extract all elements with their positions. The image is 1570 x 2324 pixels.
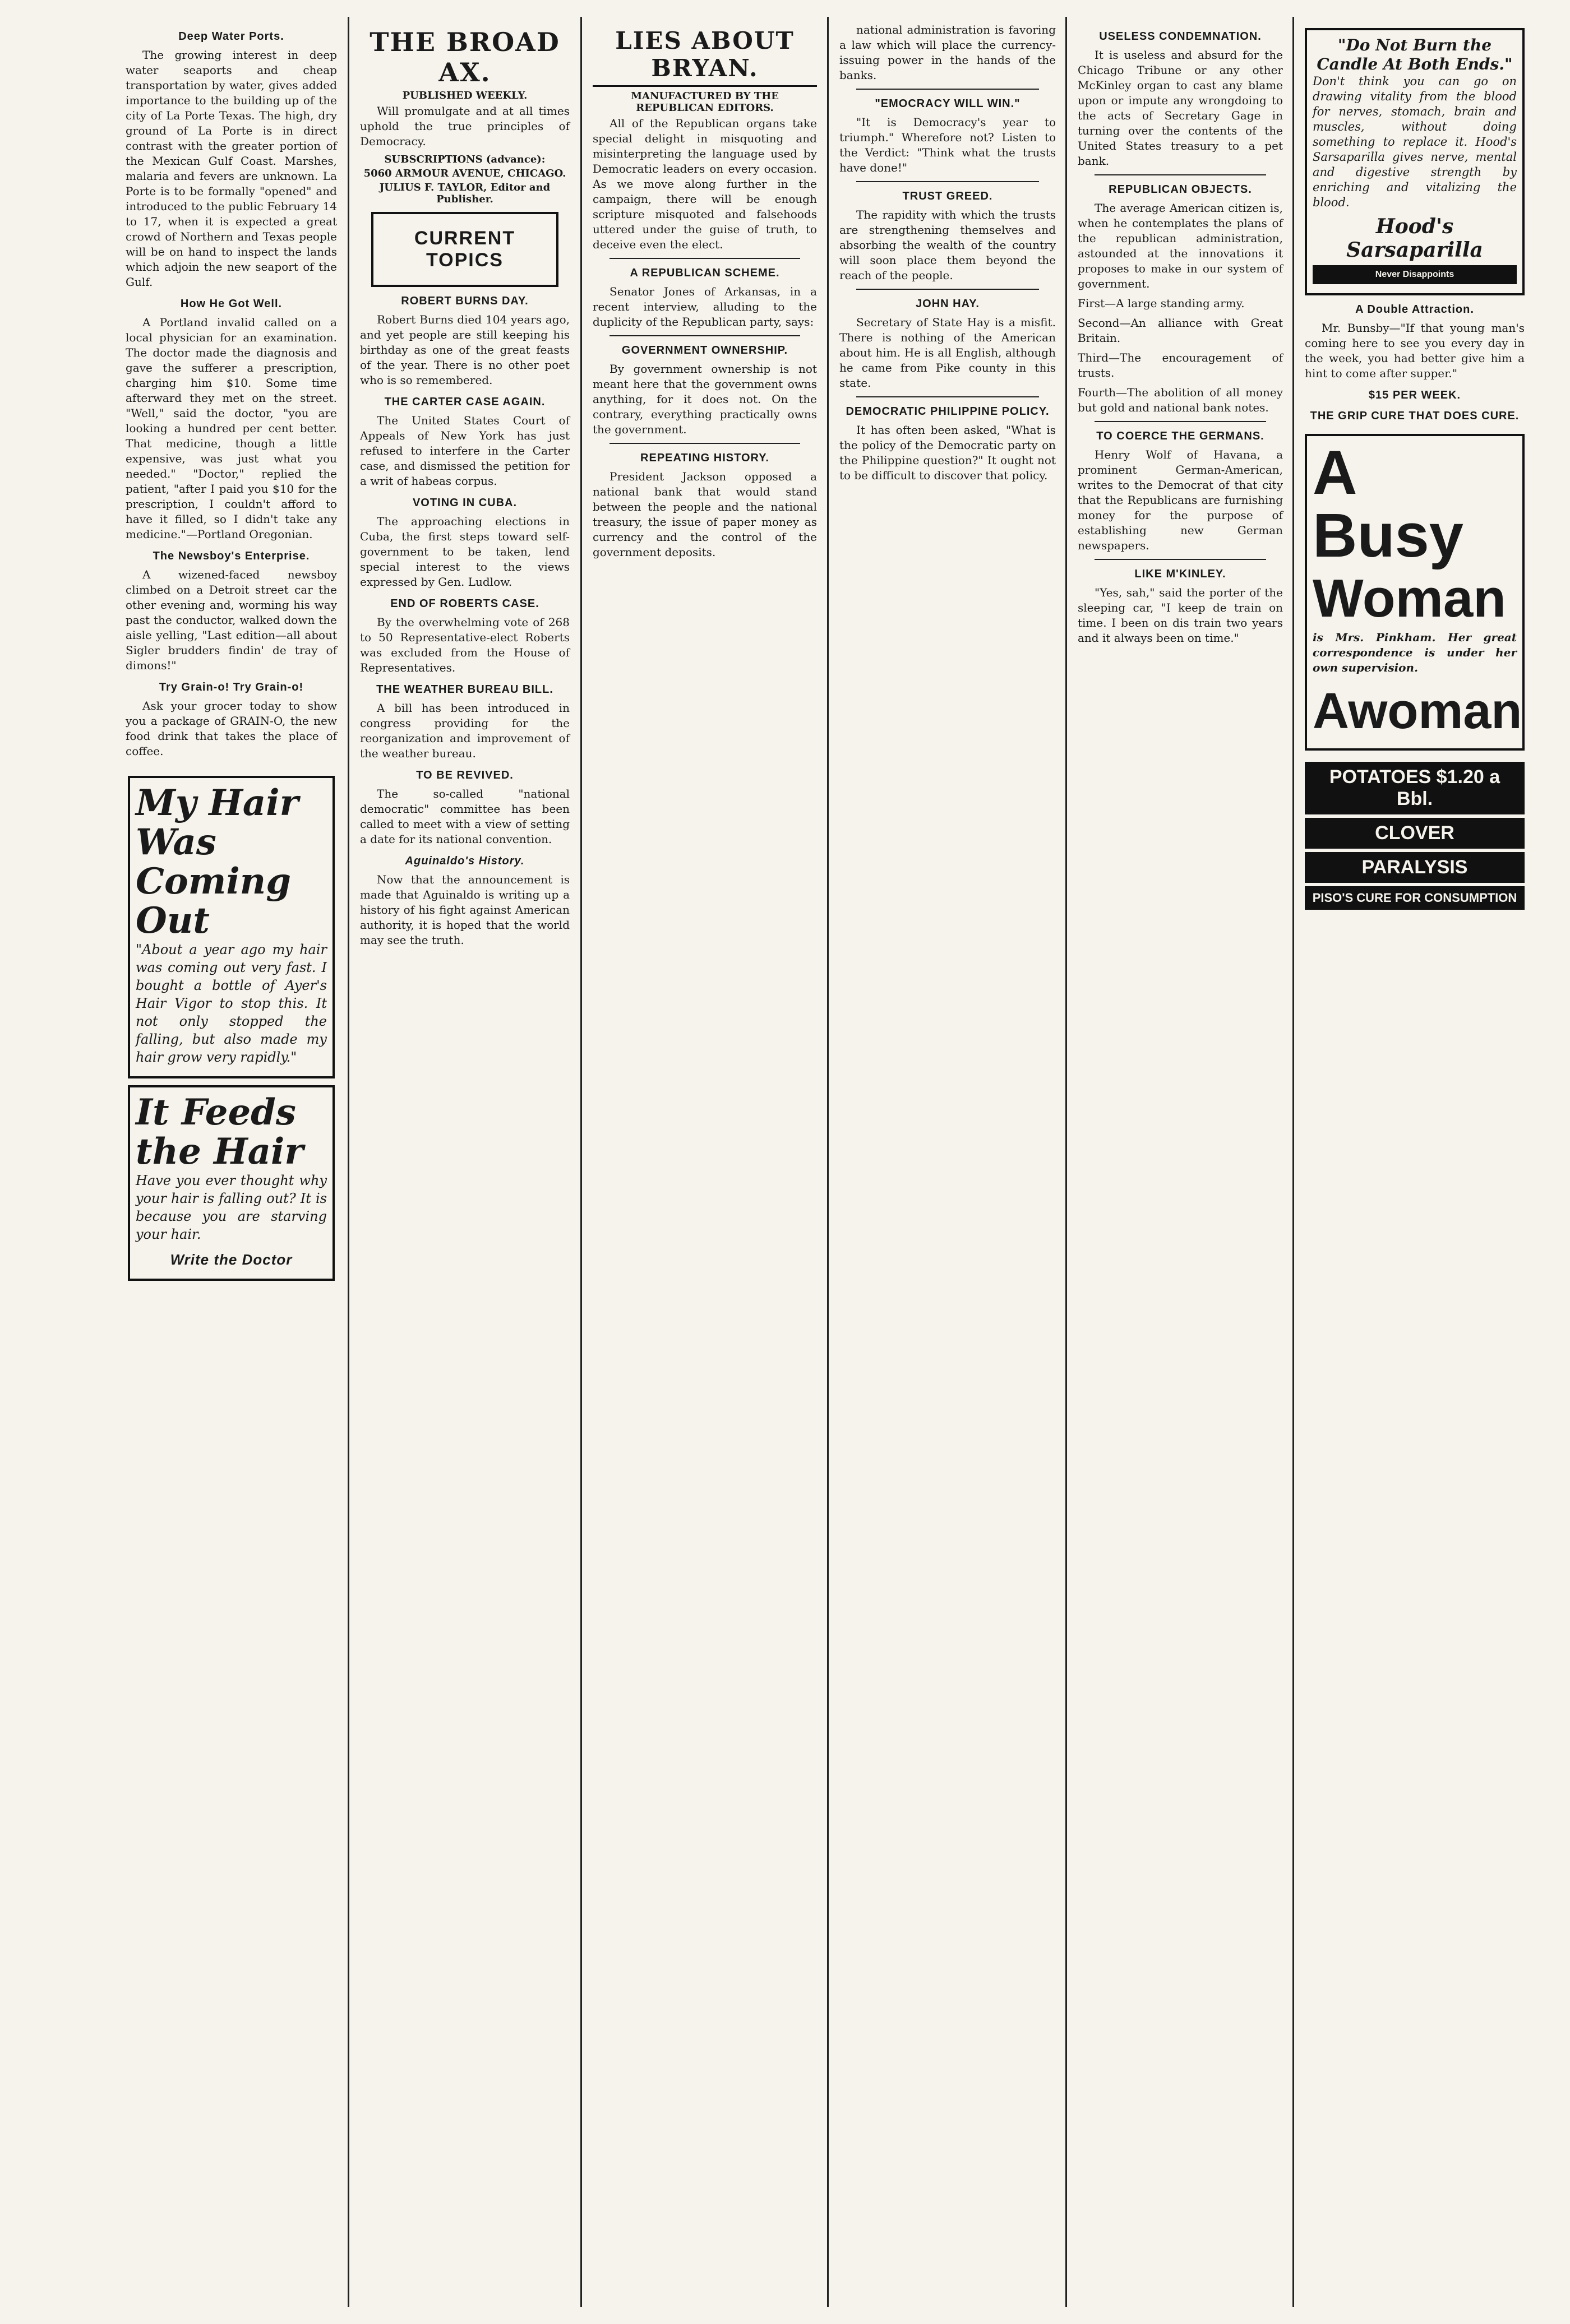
divider [1095,421,1266,422]
ad-text: Don't think you can go on drawing vitality from the blood for nerves, stomach, brain and muscles, without doing something to replace it. Hood's Sarsaparilla gives nerve, mental and digestive strength by enriching and vitalizing the blood. [1313,75,1517,209]
ad-headline: Busy [1313,501,1463,570]
article-text: "It is Democracy's year to triumph." Wherefore not? Listen to the Verdict: "Think what the trusts have done!" [839,115,1056,174]
article-text: A Portland invalid called on a local physician for an examination. The doctor made the diagnosis and gave the sufferer a prescription, charging him $10. Some time afterward they met on the street. "Well," said the doctor, "you are looking a hundred per cent better. That medicine, though a little expensive, was just what you needed." "Doctor," replied the patient, "after I paid you $10 for the prescription, I couldn't afford to have it filled, so I didn't take any medicine."—Portland Oregonian. [126,316,337,541]
subscriptions-label: SUBSCRIPTIONS (advance): [384,154,546,165]
potatoes-ad: POTATOES $1.20 a Bbl. [1305,762,1525,814]
article-heading: $15 PER WEEK. [1368,389,1461,401]
article-text: Mr. Bunsby—"If that young man's coming here to see you every day in the week, you had better give him a hint to come after supper." [1305,321,1525,380]
ayers-hair-ad [128,776,335,1078]
article-text: Secretary of State Hay is a misfit. There is nothing of the American about him. He is all English, although he came from Pike county in this state. [839,316,1056,390]
column-rule [1292,17,1294,2307]
article-text: It has often been asked, "What is the policy of the Democratic party on the Philippine question?" It ought not to be difficult to discover that policy. [839,423,1056,482]
ad-text: is Mrs. Pinkham. Her great correspondence is under her own supervision. [1313,631,1517,674]
masthead-note: Will promulgate and at all times uphold the true principles of Democracy. [360,104,570,148]
column-rule [348,17,349,2307]
article-heading: THE CARTER CASE AGAIN. [384,396,546,408]
article-heading: END OF ROBERTS CASE. [390,598,539,610]
article-text: The rapidity with which the trusts are strengthening themselves and absorbing the wealth of the country will soon place them beyond the reach of the people. [839,208,1056,282]
ad-headline: "Do Not Burn the Candle At Both Ends." [1317,36,1513,73]
article-text: The average American citizen is, when he contemplates the plans of the republican administration, astounded at the innovations it proposes to make in our system of government. [1078,201,1283,290]
hoods-sarsaparilla-ad [1305,28,1525,295]
divider [856,89,1039,90]
article-text: The growing interest in deep water seaports and cheap transportation by water, gives added importance to the building up of the city of La Porte Texas. The high, dry ground of La Porte is in direct contrast with the greater portion of the Mexican Gulf Coast. Marshes, malaria and fevers are unknown. La Porte is to be formally "opened" and introduced to the public February 14 to 17, when it is expected a great crowd of Northern and Texas people will be on hand to inspect the lands which adjoin the new seaport of the Gulf. [126,48,337,289]
article-heading: LIKE M'KINLEY. [1134,568,1226,580]
ad-text: Have you ever thought why your hair is falling out? It is because you are starving your hair. [136,1173,327,1242]
divider [856,396,1039,397]
section-title: CURRENT TOPICS [414,228,516,271]
article-heading: THE GRIP CURE THAT DOES CURE. [1310,410,1520,422]
article-text: Senator Jones of Arkansas, in a recent interview, alluding to the duplicity of the Republican party, says: [593,285,817,328]
article-text: All of the Republican organs take special delight in misquoting and misinterpreting the language used by Democratic leaders on every occasion. As we move along further in the campaign, there will be enough scripture misquoted and falsehoods uttered under the guise of truth, to deceive even the elect. [593,117,817,251]
ad-footer: Write the Doctor [170,1251,293,1268]
article-heading: Deep Water Ports. [178,30,284,43]
article-heading: TO BE REVIVED. [416,769,514,781]
article-heading: Try Grain-o! Try Grain-o! [159,681,304,693]
divider [609,443,800,444]
column-rule [580,17,582,2307]
article-text: President Jackson opposed a national bank that would stand between the people and the national treasury, the issue of paper money as currency and the control of the government deposits. [593,470,817,559]
ad-headline: It Feeds the Hair [136,1091,304,1173]
article-heading: ROBERT BURNS DAY. [401,295,529,307]
article-heading: "EMOCRACY WILL WIN." [875,98,1020,110]
column-2 [352,22,578,2302]
article-heading: TRUST GREED. [902,190,993,202]
article-text: A wizened-faced newsboy climbed on a Detroit street car the other evening and, worming his way past the conductor, walked down the aisle yelling, "Last edition—all about Sigler brudders findin' de tray of dimons!" [126,568,337,672]
column-6 [1297,22,1532,2302]
headline-deck: MANUFACTURED BY THE REPUBLICAN EDITORS. [631,90,779,114]
ad-headline: My Hair Was Coming Out [136,782,299,942]
article-text: By the overwhelming vote of 268 to 50 Representative-elect Roberts was excluded from the House of Representatives. [360,615,570,674]
list-item: Second—An alliance with Great Britain. [1078,316,1283,345]
column-3 [585,22,825,2302]
ad-text: "About a year ago my hair was coming out very fast. I bought a bottle of Ayer's Hair Vigor to stop this. It not only stopped the falling, but also made my hair grow very rapidly." [136,942,327,1065]
article-heading: TO COERCE THE GERMANS. [1096,430,1264,442]
article-heading: JOHN HAY. [916,298,980,310]
article-heading: The Newsboy's Enterprise. [153,550,310,562]
article-text: Ask your grocer today to show you a package of GRAIN-O, the new food drink that takes the place of coffee. [126,699,337,758]
headline: LIES ABOUT BRYAN. [615,27,795,82]
divider [1095,174,1266,175]
article-heading: A Double Attraction. [1355,303,1474,316]
hair-vigor-ad [128,1085,335,1281]
current-topics-box [371,212,558,287]
article-heading: GOVERNMENT OWNERSHIP. [621,344,788,357]
pinkham-ad [1305,434,1525,751]
article-heading: A REPUBLICAN SCHEME. [630,267,780,279]
article-heading: USELESS CONDEMNATION. [1099,30,1262,43]
ad-headline: Woman [1313,568,1506,628]
article-text: By government ownership is not meant here that the government owns anything, for it does not. On the contrary, everything practically owns the government. [593,362,817,436]
masthead-editor: JULIUS F. TAYLOR, Editor and Publisher. [379,182,551,205]
article-text: The so-called "national democratic" committee has been called to meet with a view of setting a date for its national convention. [360,787,570,846]
column-4 [832,22,1064,2302]
column-rule [1065,17,1067,2307]
article-text: The United States Court of Appeals of New York has just refused to interfere in the Carter case, and dismissed the petition for a writ of habeas corpus. [360,414,570,488]
divider [856,289,1039,290]
paralysis-ad: PARALYSIS [1305,852,1525,883]
article-heading: Aguinaldo's History. [405,855,525,867]
divider [593,85,817,87]
article-heading: REPEATING HISTORY. [640,452,769,464]
masthead-address: 5060 ARMOUR AVENUE, CHICAGO. [363,168,566,179]
masthead-title: THE BROAD AX. [370,27,560,87]
divider [609,258,800,259]
divider [856,181,1039,182]
article-text: Now that the announcement is made that Aguinaldo is writing up a history of his fight against American authority, it is hoped that the world may see the truth. [360,873,570,947]
column-rule [827,17,829,2307]
column-5 [1070,22,1291,2302]
list-item: Third—The encouragement of trusts. [1078,351,1283,379]
article-heading: REPUBLICAN OBJECTS. [1109,183,1252,196]
article-text: It is useless and absurd for the Chicago Tribune or any other McKinley organ to cast any blame upon or impute any wrongdoing to the acts of Secretary Gage in turning over the contents of the United States treasury to a pet bank. [1078,48,1283,168]
column-1 [118,22,345,2302]
article-heading: DEMOCRATIC PHILIPPINE POLICY. [846,405,1050,418]
ad-tagline: Never Disappoints [1313,265,1517,284]
article-heading: VOTING IN CUBA. [412,497,518,509]
ad-headline: Awoman [1313,683,1522,739]
article-heading: How He Got Well. [180,298,283,310]
article-text: The approaching elections in Cuba, the first steps toward self-government to be taken, lend special interest to the views expressed by Gen. Ludlow. [360,515,570,589]
article-text: A bill has been introduced in congress providing for the reorganization and improvement of the weather bureau. [360,701,570,760]
masthead-subtitle: PUBLISHED WEEKLY. [402,90,528,101]
ad-headline: A [1313,438,1357,507]
pisos-cure-ad: PISO'S CURE FOR CONSUMPTION [1305,886,1525,910]
list-item: First—A large standing army. [1078,297,1245,310]
list-item: Fourth—The abolition of all money but gold and national bank notes. [1078,386,1283,414]
ad-brand: Hood's Sarsaparilla [1346,215,1483,262]
article-text: national administration is favoring a law which will place the currency-issuing power in the hands of the banks. [839,23,1056,82]
article-text: Henry Wolf of Havana, a prominent German-American, writes to the Democrat of that city that the Republicans are furnishing money for the purpose of establishing new German newspapers. [1078,448,1283,552]
article-heading: THE WEATHER BUREAU BILL. [376,683,553,696]
clover-ad: CLOVER [1305,818,1525,849]
divider [1095,559,1266,560]
article-text: Robert Burns died 104 years ago, and yet people are still keeping his birthday as one of the great feasts of the year. There is no other poet who is so remembered. [360,313,570,387]
article-text: "Yes, sah," said the porter of the sleeping car, "I keep de train on time. I been on dis train two years and it always been on time." [1078,586,1283,645]
divider [609,335,800,336]
